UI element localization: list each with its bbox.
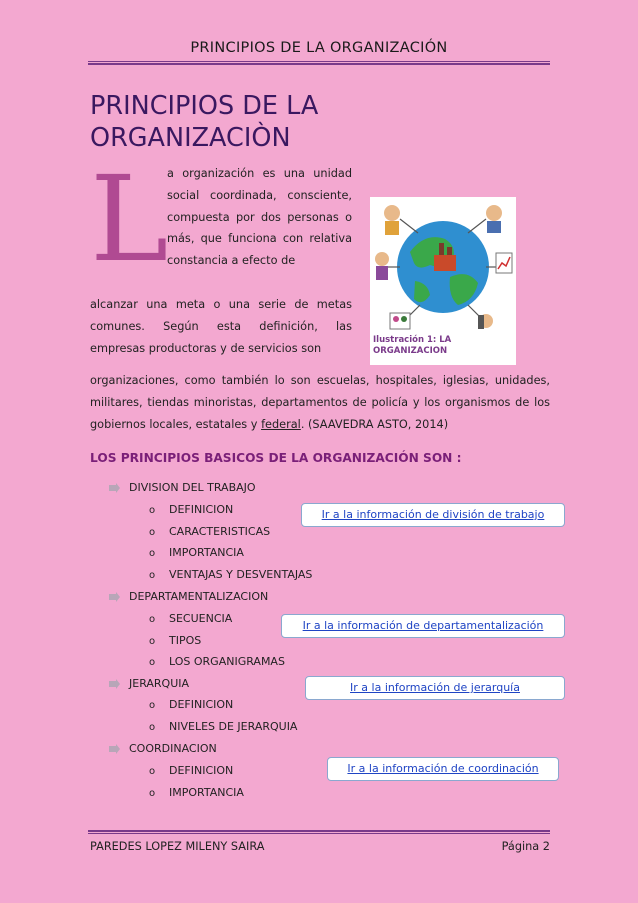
document-title-line-1: PRINCIPIOS DE LA xyxy=(90,91,319,121)
sub-bullet: o xyxy=(149,548,156,559)
arrow-bullet-icon xyxy=(109,679,120,689)
footer-divider xyxy=(88,830,550,834)
page-header-title: PRINCIPIOS DE LA ORGANIZACIÓN xyxy=(190,40,448,56)
drop-cap-letter: L xyxy=(90,150,169,288)
link-jerarquia[interactable]: Ir a la información de jerarquía xyxy=(305,676,565,700)
footer-author: PAREDES LOPEZ MILENY SAIRA xyxy=(90,840,265,853)
document-title xyxy=(90,90,510,154)
link-coordinacion[interactable]: Ir a la información de coordinación xyxy=(327,757,559,781)
document-title-line-2: ORGANIZACIÒN xyxy=(90,123,291,153)
list-item: DEFINICION xyxy=(169,503,234,516)
arrow-bullet-icon xyxy=(109,483,120,493)
list-item: DEFINICION xyxy=(169,764,234,777)
intro-paragraph-part-3 xyxy=(90,370,550,435)
list-item: VENTAJAS Y DESVENTAJAS xyxy=(169,568,313,581)
sub-bullet: o xyxy=(149,570,156,581)
federal-link[interactable]: federal xyxy=(261,417,301,431)
header-divider xyxy=(88,61,550,65)
intro-citation: . (SAAVEDRA ASTO, 2014) xyxy=(300,417,449,431)
organization-globe-icon xyxy=(370,197,516,333)
list-item: IMPORTANCIA xyxy=(169,786,244,799)
intro-paragraph-part-2: alcanzar una meta o una serie de metas comunes. Según esta definición, las empresas productoras y de servicios son xyxy=(90,298,352,355)
principles-heading: LOS PRINCIPIOS BASICOS DE LA ORGANIZACIÓN SON : xyxy=(90,451,462,465)
arrow-bullet-icon xyxy=(109,744,120,754)
footer-page-number: Página 2 xyxy=(501,840,550,853)
sub-bullet: o xyxy=(149,766,156,777)
arrow-bullet-icon xyxy=(109,592,120,602)
sub-bullet: o xyxy=(149,788,156,799)
list-item: LOS ORGANIGRAMAS xyxy=(169,655,285,668)
list-item: TIPOS xyxy=(169,634,202,647)
link-division-de-trabajo[interactable]: Ir a la información de división de trabajo xyxy=(301,503,565,527)
principle-jerarquia: JERARQUIA xyxy=(129,677,190,690)
principle-departamentalizacion: DEPARTAMENTALIZACION xyxy=(129,590,269,603)
sub-bullet: o xyxy=(149,505,156,516)
sub-bullet: o xyxy=(149,700,156,711)
intro-paragraph-part-1: a organización es una unidad social coordinada, consciente, compuesta por dos personas o más, que funciona con relativa constancia a efecto de xyxy=(167,167,352,268)
sub-bullet: o xyxy=(149,636,156,647)
sub-bullet: o xyxy=(149,614,156,625)
sub-bullet: o xyxy=(149,657,156,668)
principle-division-del-trabajo: DIVISION DEL TRABAJO xyxy=(129,481,256,494)
sub-bullet: o xyxy=(149,527,156,538)
illustration-caption: Ilustración 1: LA ORGANIZACION xyxy=(370,333,516,365)
organization-illustration xyxy=(370,197,516,333)
list-item: SECUENCIA xyxy=(169,612,233,625)
intro-text-before-link: organizaciones, como también lo son escuelas, hospitales, iglesias, unidades, militares, tiendas minoristas, departamentos de policía y los organismos de los gobiernos locales, estatales y xyxy=(90,374,550,431)
principle-coordinacion: COORDINACION xyxy=(129,742,217,755)
list-item: DEFINICION xyxy=(169,698,234,711)
list-item: NIVELES DE JERARQUIA xyxy=(169,720,298,733)
link-departamentalizacion[interactable]: Ir a la información de departamentalización xyxy=(281,614,565,638)
sub-bullet: o xyxy=(149,722,156,733)
list-item: IMPORTANCIA xyxy=(169,546,244,559)
list-item: CARACTERISTICAS xyxy=(169,525,271,538)
